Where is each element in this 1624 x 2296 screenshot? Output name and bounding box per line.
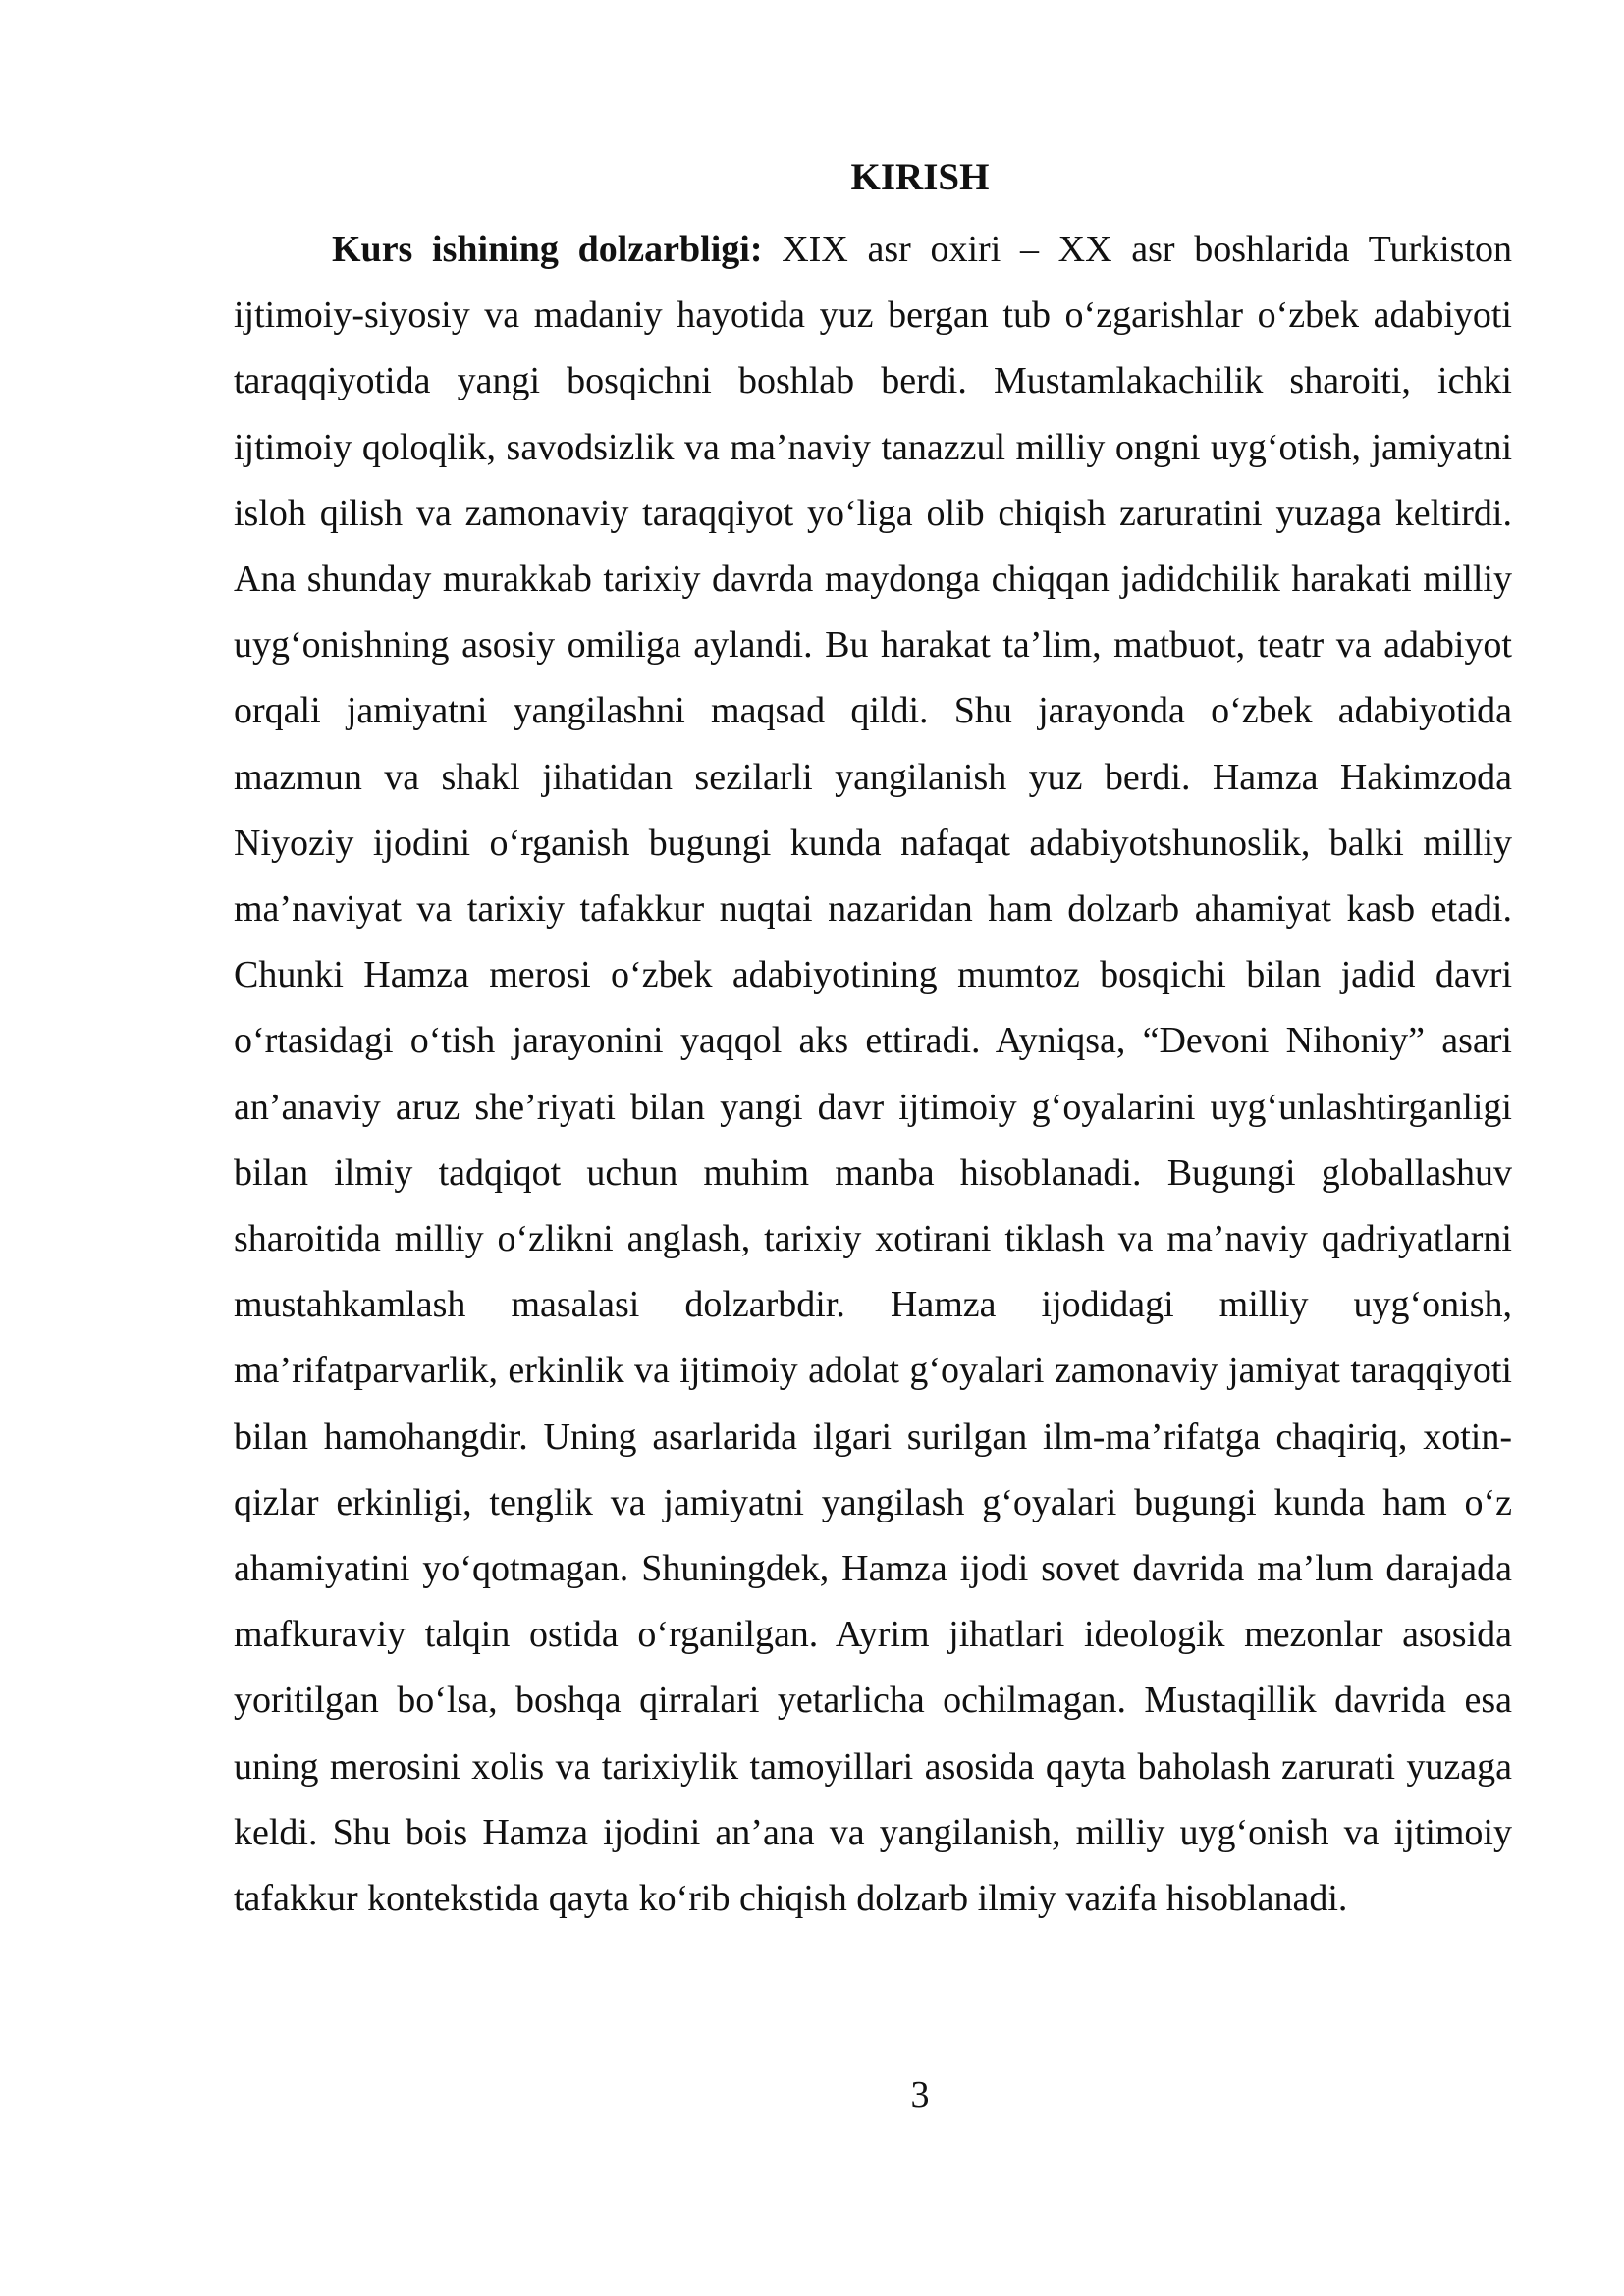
paragraph-lead: Kurs ishining dolzarbligi:	[332, 229, 763, 270]
body-paragraph	[234, 217, 1512, 1932]
paragraph-body: XIX asr oxiri – XX asr boshlarida Turkiston ijtimoiy-siyosiy va madaniy hayotida yuz bergan tub o‘zgarishlar o‘zbek adabiyoti taraqqiyotida yangi bosqichni boshlab berdi. Mustamlakachilik sharoiti, ichki ijtimoiy qoloqlik, savodsizlik va ma’naviy tanazzul milliy ongni uyg‘otish, jamiyatni isloh qilish va zamonaviy taraqqiyot yo‘liga olib chiqish zaruratini yuzaga keltirdi. Ana shunday murakkab tarixiy davrda maydonga chiqqan jadidchilik harakati milliy uyg‘onishning asosiy omiliga aylandi. Bu harakat ta’lim, matbuot, teatr va adabiyot orqali jamiyatni yangilashni maqsad qildi. Shu jarayonda o‘zbek adabiyotida mazmun va shakl jihatidan sezilarli yangilanish yuz berdi. Hamza Hakimzoda Niyoziy ijodini o‘rganish bugungi kunda nafaqat adabiyotshunoslik, balki milliy ma’naviyat va tarixiy tafakkur nuqtai nazaridan ham dolzarb ahamiyat kasb etadi. Chunki Hamza merosi o‘zbek adabiyotining mumtoz bosqichi bilan jadid davri o‘rtasidagi o‘tish jarayonini yaqqol aks ettiradi. Ayniqsa, “Devoni Nihoniy” asari an’anaviy aruz she’riyati bilan yangi davr ijtimoiy g‘oyalarini uyg‘unlashtirganligi bilan ilmiy tadqiqot uchun muhim manba hisoblanadi. Bugungi globallashuv sharoitida milliy o‘zlikni anglash, tarixiy xotirani tiklash va ma’naviy qadriyatlarni mustahkamlash masalasi dolzarbdir. Hamza ijodidagi milliy uyg‘onish, ma’rifatparvarlik, erkinlik va ijtimoiy adolat g‘oyalari zamonaviy jamiyat taraqqiyoti bilan hamohangdir. Uning asarlarida ilgari surilgan ilm-ma’rifatga chaqiriq, xotin-qizlar erkinligi, tenglik va jamiyatni yangilash g‘oyalari bugungi kunda ham o‘z ahamiyatini yo‘qotmagan. Shuningdek, Hamza ijodi sovet davrida ma’lum darajada mafkuraviy talqin ostida o‘rganilgan. Ayrim jihatlari ideologik mezonlar asosida yoritilgan bo‘lsa, boshqa qirralari yetarlicha ochilmagan. Mustaqillik davrida esa uning merosini xolis va tarixiylik tamoyillari asosida qayta baholash zarurati yuzaga keldi. Shu bois Hamza ijodini an’ana va yangilanish, milliy uyg‘onish va ijtimoiy tafakkur kontekstida qayta ko‘rib chiqish dolzarb ilmiy vazifa hisoblanadi.	[234, 229, 1513, 1920]
page-number: 3	[910, 2074, 930, 2115]
heading-container	[0, 155, 1624, 200]
page-number-container	[0, 2072, 1624, 2117]
page-heading: KIRISH	[850, 156, 990, 198]
